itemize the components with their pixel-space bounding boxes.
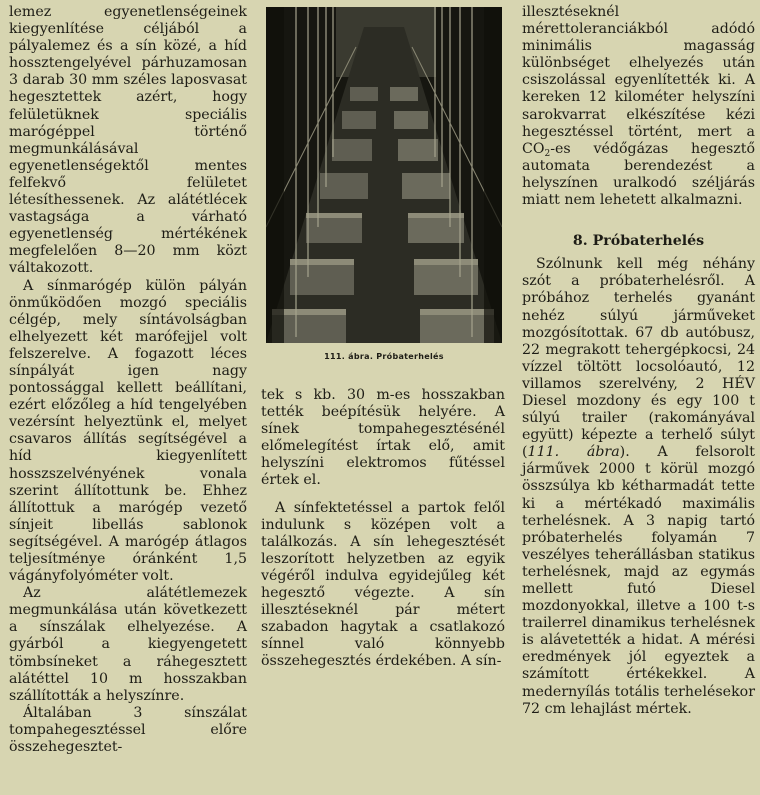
paragraph-4: Általában 3 sínszálat tompahegesztéssel előre összehegesztet-: [9, 704, 247, 756]
paragraph-1-text-b: -es védőgázas hegesztő automata berendezést a helyszínen uralkodó széljárás miatt nem lehetett alkalmazni.: [522, 140, 755, 209]
paragraph-1: lemez egyenetlenségeinek kiegyenlítése céljából a pályalemez és a sín közé, a híd hossztengelyével párhuzamosan 3 darab 30 mm széles laposvasat hegesztettek azért, hogy felületüknek speciális marógéppel történő megmunkálásával egyenetlenségektől mentes felfekvő felületet létesíthessenek. Az alátétlécek vastagsága a várható egyenetlenség mértékének megfelelően 8—20 mm közt váltakozott.: [9, 4, 247, 277]
bridge-load-test-photo: [266, 7, 502, 343]
figure-photo: [266, 7, 502, 343]
paragraph-2-text-b: ). A felsorolt járművek 2000 t körül mozgó összsúlya kb kétharmadát tette ki a mértékadó maximális terhelésnek. A 3 napig tartó próbaterhelés folyamán 7 veszélyes teherállásban statikus terhelésnek, majd az egymás mellett futó Diesel mozdonyokkal, illetve a 100 t-s trailerrel dinamikus terhelésnek is alávetették a hidat. A mérési eredmények jól egyeztek a számított értékekkel. A medernyílás totális terhelésekor 72 cm lehajlást mértek.: [522, 444, 755, 717]
column-middle: [261, 387, 505, 671]
paragraph-2: [522, 256, 755, 718]
paragraph-2: A sínfektetéssel a partok felől indulunk s középen volt a találkozás. A sín lehegesztését leszorított helyzetben az egyik végéről indulva egyidejűleg két hegesztő végezte. A sín illesztéseknél pár métert szabadon hagytak a csatlakozó sínnel való könnyebb összehegesztés érdekében. A sín-: [261, 499, 505, 670]
paragraph-2-text-a: Szólnunk kell még néhány szót a próbaterhelésről. A próbához terhelés gyanánt nehéz súlyú járműveket mozgósítottak. 67 db autóbusz, 22 megrakott tehergépkocsi, 24 vízzel töltött locsolóautó, 12 villamos szerelvény, 2 HÉV Diesel mozdony és egy 100 t súlyú trailer (rakományával együtt) képezte a terhelő súlyt (: [522, 256, 755, 461]
figure-reference: 111. ábra: [527, 444, 620, 461]
paragraph-1: tek s kb. 30 m-es hosszakban tették beépítésük helyére. A sínek tompahegesztésénél előmelegítést írtak elő, amit helyszíni elektromos fűtéssel értek el.: [261, 387, 505, 489]
paragraph-1-text-a: illesztéseknél mérettoleranciákból adódó minimális magasság különbséget elhelyezés után csiszolással egyenlítették ki. A kereken 12 kilométer helyszíni sarokvarrat elkészítése kézi hegesztéssel történt, mert a CO: [522, 4, 755, 157]
column-right: [522, 4, 755, 718]
paragraph-2: A sínmarógép külön pályán önműködően mozgó speciális célgép, mely síntávolságban elhelyezett két marófejjel volt felszerelve. A fogazott léces sínpályát igen nagy pontossággal kellett beállítani, ezért előzőleg a híd tengelyében vezérsínt helyeztünk el, melyet csavaros állítás segítségével a híd kiegyenlített hosszszelvényének vonala szerint állítottunk be. Ehhez állítottuk a marógép vezető sínjeit libellás sablonok segítségével. A marógép átlagos teljesítménye óránként 1,5 vágányfolyóméter volt.: [9, 277, 247, 585]
paragraph-1: [522, 4, 755, 209]
paragraph-3: Az alátétlemezek megmunkálása után következett a sínszálak elhelyezése. A gyárból a kiegyengetett tömbsíneket a ráhegesztett alátéttel 10 m hosszakban szállították a helyszínre.: [9, 585, 247, 704]
section-heading: 8. Próbaterhelés: [572, 233, 705, 250]
subscript: 2: [544, 148, 551, 159]
figure-caption: 111. ábra. Próbaterhelés: [324, 352, 444, 361]
column-left: [9, 4, 247, 756]
